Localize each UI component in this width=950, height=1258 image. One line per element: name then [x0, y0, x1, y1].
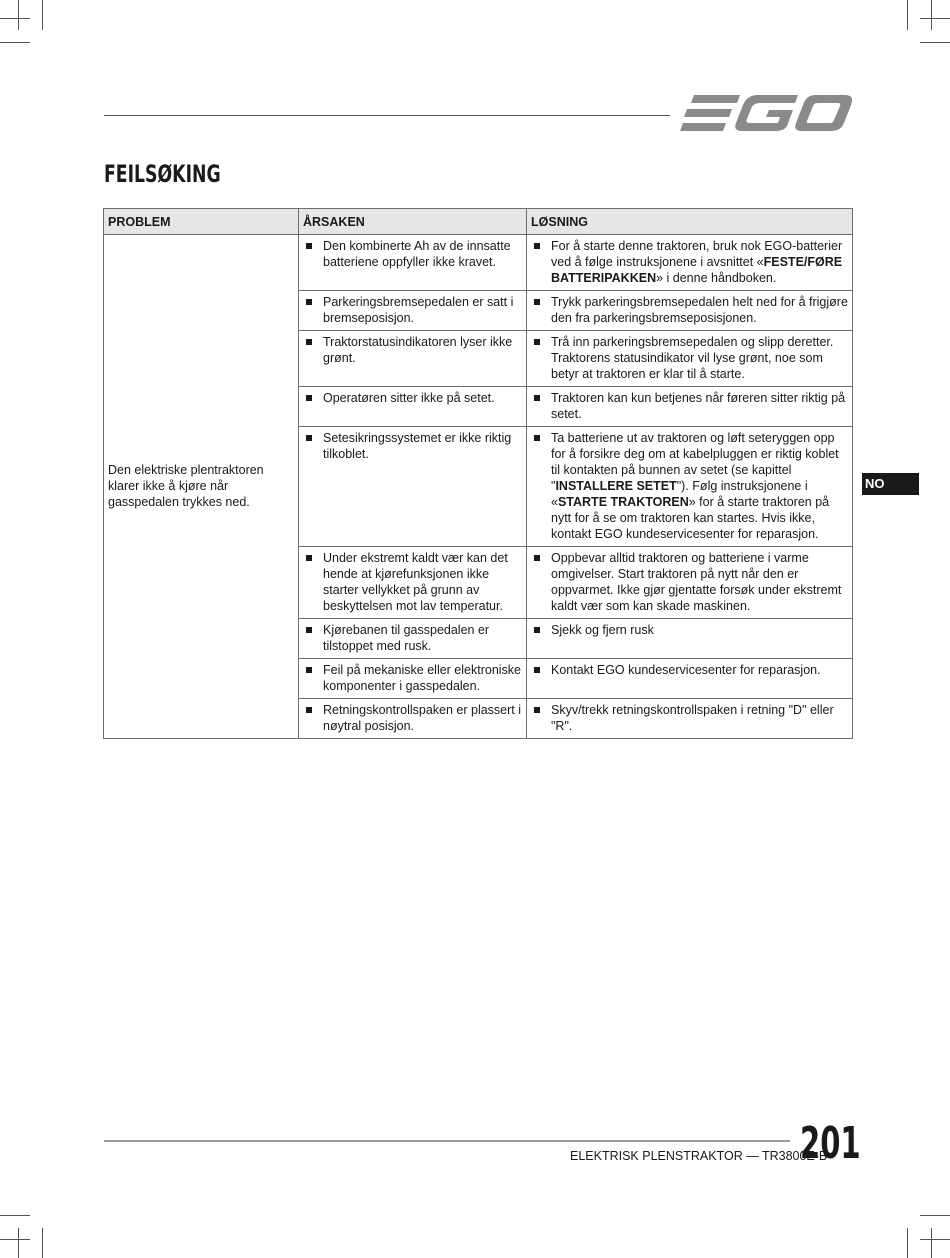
cause-cell [299, 235, 527, 291]
solution-bold-ref: FESTE/FØRE BATTERIPAKKEN [551, 255, 843, 285]
cause-text: Feil på mekaniske eller elektroniske komponenter i gasspedalen. [303, 662, 522, 694]
crop-mark [0, 1239, 30, 1240]
problem-cell: Den elektriske plentraktoren klarer ikke å kjøre når gasspedalen trykkes ned. [104, 235, 299, 739]
crop-mark [920, 1215, 950, 1216]
column-header-cause: ÅRSAKEN [299, 209, 527, 235]
column-header-problem: PROBLEM [104, 209, 299, 235]
cause-cell [299, 387, 527, 427]
crop-mark [907, 1228, 908, 1258]
table-header-row [104, 209, 853, 235]
cause-text: Den kombinerte Ah av de innsatte batteriene oppfyller ikke kravet. [303, 238, 522, 270]
cause-text: Retningskontrollspaken er plassert i nøytral posisjon. [303, 702, 522, 734]
cause-text: Operatøren sitter ikke på setet. [303, 390, 522, 406]
solution-cell [527, 387, 853, 427]
cause-text: Parkeringsbremsepedalen er satt i bremseposisjon. [303, 294, 522, 326]
solution-bold-ref: INSTALLERE SETET [555, 479, 677, 493]
cause-cell [299, 619, 527, 659]
cause-cell [299, 291, 527, 331]
footer-title: ELEKTRISK PLENSTRAKTOR — TR3800E-B [570, 1149, 828, 1163]
solution-text: Trykk parkeringsbremsepedalen helt ned for å frigjøre den fra parkeringsbremseposisjonen. [531, 294, 848, 326]
solution-text-part: » for å starte traktoren på nytt for å se om traktoren kan startes. Hvis ikke, kontakt EGO kundeservicesenter for reparasjon. [551, 495, 830, 541]
solution-cell [527, 427, 853, 547]
solution-text: Traktoren kan kun betjenes når føreren sitter riktig på setet. [531, 390, 848, 422]
crop-mark [42, 1228, 43, 1258]
solution-cell [527, 699, 853, 739]
solution-cell [527, 291, 853, 331]
cause-cell [299, 547, 527, 619]
crop-mark [42, 0, 43, 30]
solution-cell [527, 331, 853, 387]
solution-cell [527, 547, 853, 619]
column-header-solution: LØSNING [527, 209, 853, 235]
cause-text: Under ekstremt kaldt vær kan det hende at kjørefunksjonen ikke starter vellykket på grunn av beskyttelsen mot lav temperatur. [303, 550, 522, 614]
crop-mark [920, 1239, 950, 1240]
crop-mark [18, 1228, 19, 1258]
solution-cell [527, 659, 853, 699]
cause-cell [299, 699, 527, 739]
page-title: FEILSØKING [104, 160, 221, 188]
cause-cell [299, 659, 527, 699]
solution-text-part: » i denne håndboken. [656, 271, 777, 285]
crop-mark [0, 1215, 30, 1216]
footer-rule [104, 1140, 790, 1142]
crop-mark [0, 42, 30, 43]
solution-text-part: For å starte denne traktoren, bruk nok EGO-batterier ved å følge instruksjonene i avsnittet « [551, 239, 843, 269]
solution-cell [527, 235, 853, 291]
solution-text: Kontakt EGO kundeservicesenter for reparasjon. [531, 662, 848, 678]
solution-cell [527, 619, 853, 659]
ego-logo [680, 93, 852, 133]
crop-mark [920, 18, 950, 19]
solution-text: Trå inn parkeringsbremsepedalen og slipp deretter. Traktorens statusindikator vil lyse grønt, noe som betyr at traktoren er klar til å starte. [531, 334, 848, 382]
solution-text: Oppbevar alltid traktoren og batteriene i varme omgivelser. Start traktoren på nytt når den er oppvarmet. Ikke gjør gjentatte forsøk under ekstremt kaldt vær som kan skade maskinen. [531, 550, 848, 614]
cause-text: Setesikringssystemet er ikke riktig tilkoblet. [303, 430, 522, 462]
solution-bold-ref: STARTE TRAKTOREN [557, 495, 689, 509]
language-tab: NO [862, 473, 919, 495]
table-row [104, 235, 853, 291]
solution-text-part: Ta batteriene ut av traktoren og løft seteryggen opp for å forsikre deg om at kabelpluggen er riktig koblet til kontakten på bunnen av setet (se kapittel " [551, 431, 839, 493]
cause-text: Traktorstatusindikatoren lyser ikke grønt. [303, 334, 522, 366]
solution-text-part: "). Følg instruksjonene i « [551, 479, 808, 509]
solution-text: Skyv/trekk retningskontrollspaken i retning "D" eller "R". [531, 702, 848, 734]
crop-mark [920, 42, 950, 43]
header-rule [104, 115, 670, 116]
crop-mark [0, 18, 30, 19]
crop-mark [18, 0, 19, 30]
cause-text: Kjørebanen til gasspedalen er tilstoppet med rusk. [303, 622, 522, 654]
solution-text [531, 430, 848, 542]
crop-mark [907, 0, 908, 30]
page-number: 201 [800, 1118, 861, 1169]
solution-text [531, 238, 848, 286]
troubleshooting-table [103, 208, 853, 739]
crop-mark [931, 1228, 932, 1258]
cause-cell [299, 331, 527, 387]
solution-text: Sjekk og fjern rusk [531, 622, 848, 638]
cause-cell [299, 427, 527, 547]
crop-mark [931, 0, 932, 30]
